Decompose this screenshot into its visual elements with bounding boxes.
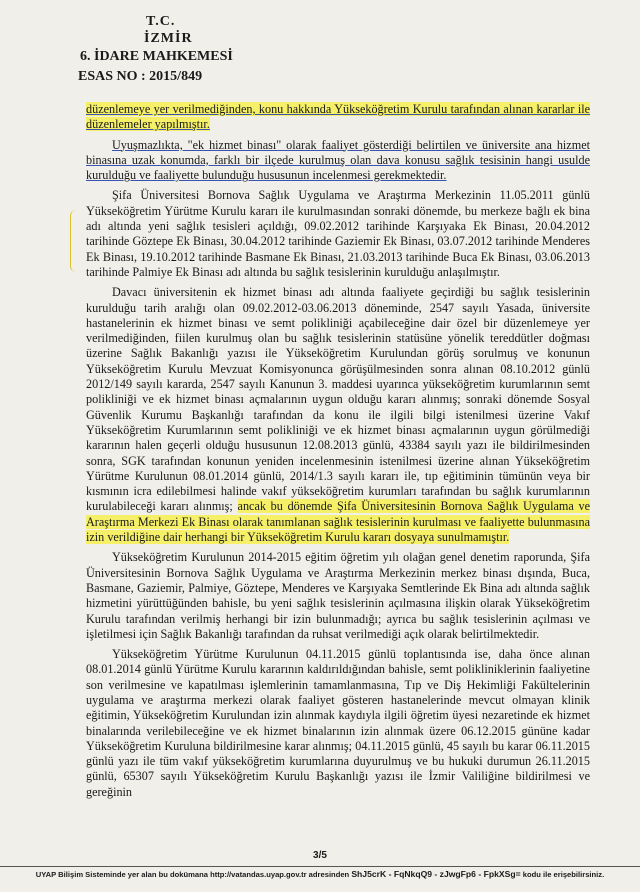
paragraph-3-text: Şifa Üniversitesi Bornova Sağlık Uygulama ve Araştırma Merkezinin 11.05.2011 günlü Yükseköğretim Yürütme Kurulu kararı ile kurulmasından sonraki dönemde, bu merkeze bağlı ek bina adı altında yeni sağlık tesisleri açıldığı, 09.02.2012 tarihinde Karşıyaka Ek Binası, 20.04.2012 tarihinde Göztepe Ek Binası, 30.04.2012 tarihinde Gaziemir Ek Binası, 03.07.2012 tarihinde Menderes Ek Binası, 19.10.2012 tarihinde Basmane Ek Binası, 21.03.2013 tarihinde Buca Ek Binası, 03.06.2013 tarihinde Palmiye Ek Binası adı altında bu sağlık tesislerinin kurulduğu anlaşılmıştır.	[86, 188, 590, 279]
header-case-number: ESAS NO : 2015/849	[78, 69, 203, 84]
paragraph-5	[86, 550, 590, 642]
paragraph-4-highlight: ancak bu dönemde Şifa Üniversitesinin Bornova Sağlık Uygulama ve Araştırma Merkezi Ek Binası olarak tanımlanan sağlık tesislerinin kurulması ve faaliyette bulunmasına izin verildiğine dair herhangi bir Yükseköğretim Kurulu kararı dosyaya sunulmamıştır.	[86, 499, 590, 545]
paragraph-2	[86, 138, 590, 184]
header-court-name: 6. İDARE MAHKEMESİ	[80, 49, 233, 64]
paragraph-6	[86, 647, 590, 800]
document-body	[86, 102, 590, 805]
header-city: İZMİR	[144, 31, 193, 46]
paragraph-6-text: Yükseköğretim Yürütme Kurulunun 04.11.2015 günlü toplantısında ise, daha önce alınan 08.01.2014 günlü Yürütme Kurulu kararının kaldırıldığından bahisle, semt polikliniklerinin faaliyetine son verilmesine ve kapatılması işlemlerinin tamamlanmasına, Tıp ve Diş Hekimliği Fakültelerinin uygulama ve araştırma merkezi olarak faaliyet gösteren hastanelerinde mevcut olmayan klinik eğitimin, Yükseköğretim Kurulundan izin alınmak kaydıyla ilgili öğretim üyesi nezaretinde ek hizmet binalarında verilebileceğine ve ek hizmet binalarının izin alınmak üzere 06.12.2015 gününe kadar Yükseköğretim Kuruluna bildirilmesine karar alınmış; 04.11.2015 günlü, 45 sayılı bu karar 06.11.2015 günlü yazı ile tüm vakıf yükseköğretim kurumlarına duyurulmuş ve bu hukuki durumun 26.11.2015 günlü, 65307 sayılı Yükseköğretim Kurulu Başkanlığı yazısı ile İzmir Valiliğine bildirilmesi ve gereğinin	[86, 647, 590, 799]
footer-suffix: kodu ile erişebilirsiniz.	[522, 870, 605, 879]
paragraph-2-text: Uyuşmazlıkta, "ek hizmet binası" olarak faaliyet gösterdiği belirtilen ve üniversite ana hizmet binasına uzak konumda, farklı bir ilçede kurulmuş olan dava konusu sağlık tesisinin hangi usulde kurulduğu ve faaliyette bulunduğu hususunun incelenmesi gerekmektedir.	[86, 137, 590, 183]
paragraph-5-text: Yükseköğretim Kurulunun 2014-2015 eğitim öğretim yılı olağan genel denetim raporunda, Şifa Üniversitesinin Bornova Sağlık Uygulama ve Araştırma Merkezinin merkez binası dışında, Buca, Basmane, Gaziemir, Palmiye, Göztepe, Menderes ve Karşıyaka Semtlerinde Ek Bina adı altında sağlık hizmetini yürüttüğünden bahisle, bu yeni sağlık tesislerinin açılmasına ilişkin olarak Yükseköğretim Kurulu tarafından verilmiş herhangi bir izin bulunmadığı; ayrıca bu sağlık tesislerinin açılması ve işletilmesi için Sağlık Bakanlığı tarafından da ruhsat verilmediği açık olarak belirtilmektedir.	[86, 550, 590, 641]
paragraph-1-text: düzenlemeye yer verilmediğinden, konu hakkında Yükseköğretim Kurulu tarafından alınan kararlar ile düzenlemeler yapılmıştır.	[86, 102, 590, 132]
footer-divider	[0, 866, 640, 867]
handwritten-bracket-mark	[70, 210, 77, 272]
footer-uyap-note	[0, 869, 640, 879]
page-number: 3/5	[313, 850, 327, 861]
footer-prefix: UYAP Bilişim Sisteminde yer alan bu dokümana http://vatandas.uyap.gov.tr adresinden	[35, 870, 350, 879]
paragraph-3	[86, 188, 590, 280]
paragraph-4-text: Davacı üniversitenin ek hizmet binası adı altında faaliyete geçirdiği bu sağlık tesislerinin kurulduğu tarih aralığı olan 09.02.2012-03.06.2013 döneminde, 2547 sayılı Yasada, üniversite hastanelerinin ek hizmet binası ve semt polikliniği açabileceğine dair özel bir düzenlemeye yer verilmediğinden, fiilen kurulmuş olan bu sağlık tesislerinin statüsüne yönelik tereddütler doğması üzerine Sağlık Bakanlığı yazısı ile Yükseköğretim Kurulundan görüş sorulmuş ve konunun Yükseköğretim Kurulu Mevzuat Komisyonunca görüşülmesinden sonra alınan 08.10.2012 günlü 2012/149 sayılı kararda, 2547 sayılı Kanunun 3. maddesi uyarınca yükseköğretim kurumlarının semt polikliniği ve ek hizmet binası açmalarının uygun olduğu kararı alınmış; sonraki dönemde Sosyal Güvenlik Kurumu Başkanlığı tarafından da konu ile ilgili bilgi istenilmesi üzerine Vakıf Yükseköğretim Kurumlarının semt polikliniği ve ek hizmet binası açmalarının uygun görülmediği kararının halen geçerli olduğu hususunun 12.08.2013 günlü, 43384 sayılı yazı ile bildirilmesinden sonra, SGK tarafından konunun yeniden incelenmesinin istenilmesi üzerine alınan Yükseköğretim Yürütme Kurulunun 08.01.2014 günlü, 2014/1.3 sayılı kararı ile, tıp eğitiminin tümünün veya bir kısmının icra edilebilmesi halinde vakıf yükseköğretim kurumları tarafından bu sağlık kurumlarının kurulabileceği kararı alınmış;	[86, 285, 590, 514]
header-tc: T.C.	[146, 14, 176, 29]
footer-access-code: ShJ5crK - FqNkqQ9 - zJwgFp6 - FpkXSg=	[351, 869, 521, 879]
paragraph-1	[86, 102, 590, 133]
paragraph-4	[86, 285, 590, 545]
